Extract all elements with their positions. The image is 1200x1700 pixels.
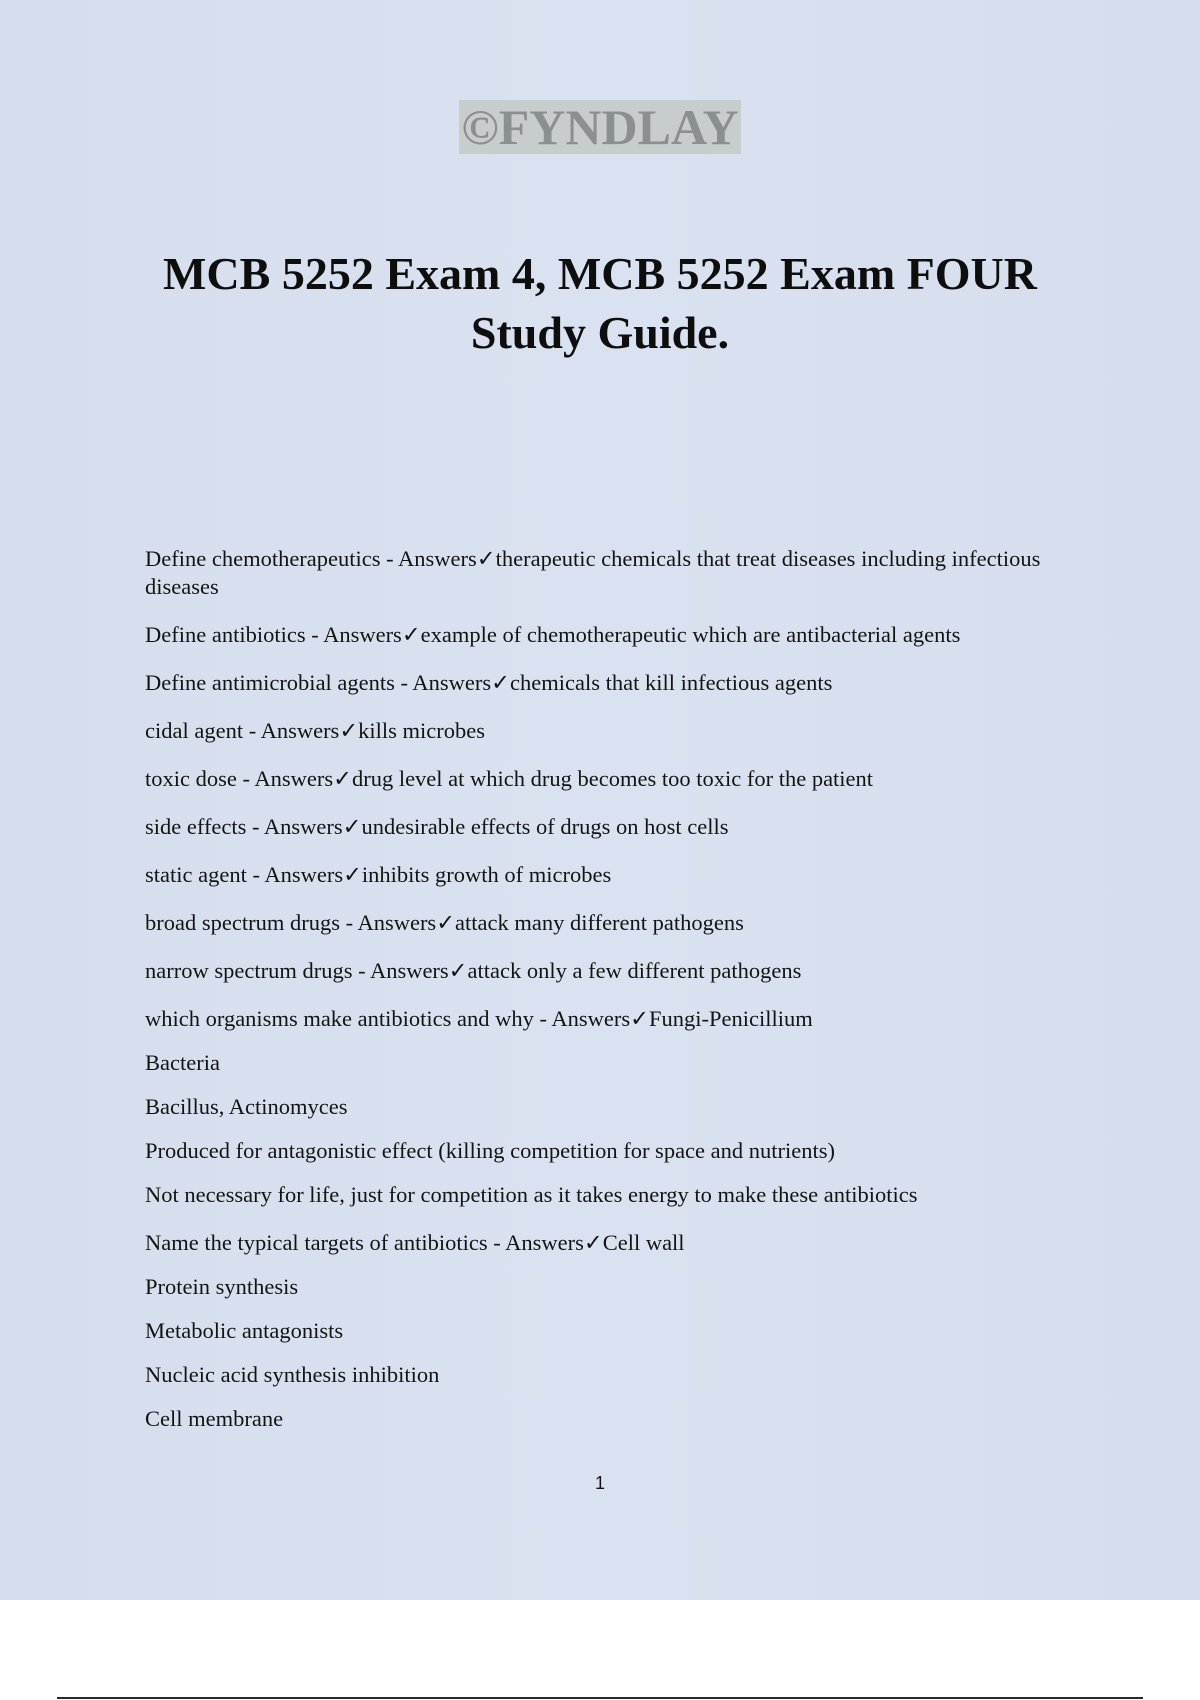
watermark: [0, 100, 1200, 154]
answer-continuation: Not necessary for life, just for competition as it takes energy to make these antibiotics: [145, 1182, 918, 1207]
qa-entry: narrow spectrum drugs - Answers✓attack only a few different pathogens: [145, 958, 802, 983]
answer-continuation: Produced for antagonistic effect (killing competition for space and nutrients): [145, 1138, 835, 1163]
qa-entry: static agent - Answers✓inhibits growth of microbes: [145, 862, 612, 887]
watermark-text: ©FYNDLAY: [461, 99, 739, 155]
answer-continuation: Nucleic acid synthesis inhibition: [145, 1362, 440, 1387]
qa-entry: which organisms make antibiotics and why - Answers✓Fungi-Penicillium: [145, 1006, 813, 1031]
qa-entry: Define chemotherapeutics - Answers✓therapeutic chemicals that treat diseases including infectious diseases: [145, 546, 1041, 599]
page-divider: [57, 1697, 1143, 1699]
qa-entry: Name the typical targets of antibiotics - Answers✓Cell wall: [145, 1230, 685, 1255]
answer-continuation: Bacillus, Actinomyces: [145, 1094, 348, 1119]
qa-entry: toxic dose - Answers✓drug level at which drug becomes too toxic for the patient: [145, 766, 874, 791]
answer-continuation: Cell membrane: [145, 1406, 284, 1431]
document-title: MCB 5252 Exam 4, MCB 5252 Exam FOUR Study Guide.: [163, 248, 1037, 358]
study-guide-content: [145, 545, 1045, 1449]
answer-continuation: Protein synthesis: [145, 1274, 299, 1299]
page-number: 1: [594, 1473, 605, 1493]
qa-entry: broad spectrum drugs - Answers✓attack many different pathogens: [145, 910, 744, 935]
answer-continuation: Metabolic antagonists: [145, 1318, 344, 1343]
qa-entry: side effects - Answers✓undesirable effects of drugs on host cells: [145, 814, 729, 839]
qa-entry: cidal agent - Answers✓kills microbes: [145, 718, 486, 743]
qa-entry: Define antibiotics - Answers✓example of chemotherapeutic which are antibacterial agents: [145, 622, 961, 647]
qa-entry: Define antimicrobial agents - Answers✓chemicals that kill infectious agents: [145, 670, 833, 695]
answer-continuation: Bacteria: [145, 1050, 220, 1075]
